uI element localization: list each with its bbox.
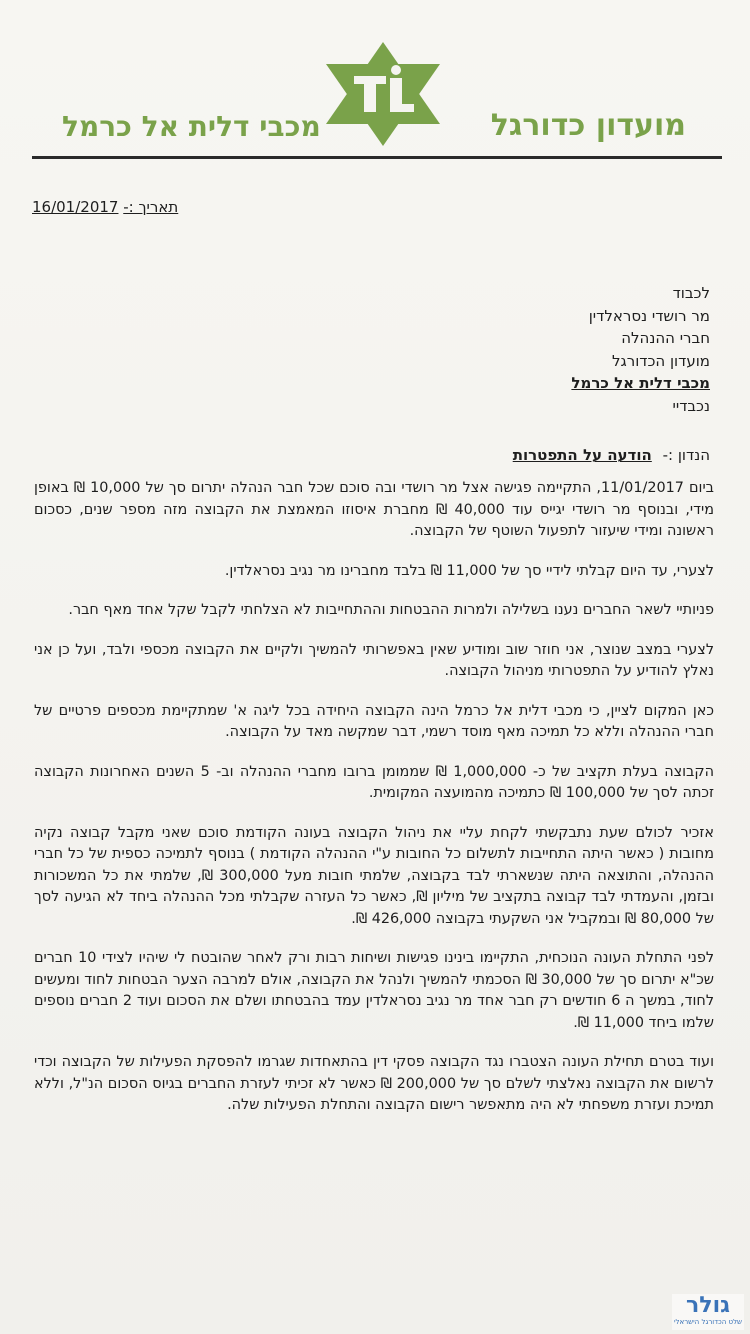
body-paragraph: הקבוצה בעלת תקציב של כ- 1,000,000 ₪ שממומן ברובו מחברי ההנהלה וב- 5 השנים האחרונות הקבוצה זכתה לסך של 100,000 ₪ כתמיכה מהמועצה המקומית. bbox=[34, 763, 714, 801]
addressee-closing: נכבדיי bbox=[672, 396, 710, 415]
subject-title: הודעה על התפטרות bbox=[512, 446, 652, 464]
body-paragraph: אזכיר לכולם שעת נתבקשתי לקחת עליי את ניהול הקבוצה בעונה הקודמת סוכם שאני מקבל קבוצה נקיה מחובות ( כאשר היתה התחייבות לתשלום כל החובות ע"י ההנהלה הקודמת ) בנוסף לתמיכה כספית של כל חברי ההנהלה, והתוצאה היתה שנשארתי לבד בקבוצה, שלמתי חובות מעל 300,000 ₪, שלמתי את כל המשכורות ובזמן, והעמדתי לבד קבוצה בתקציב של מיליון ₪, כאשר כל העזרה שקבלתי מכל ההנהלה ביחד לא הגיעה לסך של 80,000 ₪ ובמקביל אני השקעתי בקבוצה 426,000 ₪. bbox=[34, 824, 714, 927]
date-label: תאריך :- bbox=[123, 198, 179, 216]
subject-label: הנדון :- bbox=[662, 446, 710, 464]
date-value: 16/01/2017 bbox=[32, 198, 119, 216]
watermark-brand: גולר bbox=[686, 1293, 730, 1318]
letter-body bbox=[34, 478, 714, 1135]
body-paragraph: ועוד בטרם תחילת העונה הצטברו נגד הקבוצה פסקי דין בהתאחדות שגרמו להפסקת הפעילות של הקבוצה וכדי לרשום את הקבוצה נאלצתי לשלם סך של 200,000 ₪ כאשר לא זכיתי לעזרת החברים בגיוס הסכום הנ"ל, וללא תמיכת ועזרת משפחתי לא היה מתאפשר רישום הקבוצה והתחלת הפעילות שלה. bbox=[34, 1054, 714, 1113]
addressee-line: מועדון הכדורגל bbox=[612, 351, 710, 370]
addressee-line: מר רושדי נסראלדין bbox=[588, 306, 710, 325]
addressee-line: לכבוד bbox=[672, 284, 710, 302]
body-paragraph: כאן המקום לציין, כי מכבי דלית אל כרמל הינה הקבוצה היחידה בכל ליגה א' שמתקיימת מכספים פרטיים של חברי ההנהלה וללא כל תמיכה מאף מוסד רשמי, דבר שמקשה מאד על הקבוצה. bbox=[34, 702, 714, 740]
letterhead bbox=[0, 0, 750, 170]
body-paragraph: ביום 11/01/2017, התקיימה פגישה אצל מר רושדי ובה סוכם שכל חבר הנהלה יתרום סך של 10,000 ₪ באופן מידי, ובנוסף מר רושדי יגייס עוד 40,000 ₪ מחברת איסוזו המאמצת את הקבוצה מזה מספר שנים, כסכום ראשונה ומידי שיעזור לתפעול השוטף של הקבוצה. bbox=[34, 480, 714, 539]
club-name-right: מועדון כדורגל bbox=[490, 108, 686, 143]
letter-date bbox=[32, 198, 332, 216]
body-paragraph: פניותיי לשאר החברים נענו בשלילה ולמרות ההבטחות וההתחייבות לא הצלחתי לקבל שקל אחד מאף חבר. bbox=[68, 602, 714, 618]
subject-line bbox=[20, 446, 710, 464]
addressee-club: מכבי דלית אל כרמל bbox=[571, 374, 710, 392]
body-paragraph: לצערי, עד היום קבלתי לידיי סך של 11,000 ₪ בלבד מחברינו מר נגיב נסראלדין. bbox=[224, 562, 714, 579]
club-logo-star-icon bbox=[318, 38, 448, 150]
body-paragraph: לצערי במצב שנוצר, אני חוזר שוב ומודיע שאין באפשרותי להמשיך ולקיים את הקבוצה מכספי ולבד, ועל כן אני נאלץ להודיע על התפטרותי מניהול הקבוצה. bbox=[34, 641, 714, 679]
watermark-tagline: שלט הכדורגל הישראלי bbox=[673, 1318, 743, 1326]
header-divider bbox=[32, 156, 722, 159]
addressee-line: חברי ההנהלה bbox=[621, 329, 710, 347]
site-watermark bbox=[672, 1294, 744, 1330]
body-paragraph: לפני התחלת העונה הנוכחית, התקיימו בינינו פגישות ושיחות רבות ורק לאחר שהובטח לי שיהיו לצידי 10 חברים שכ"א יתרום סך של 30,000 ₪ הסכמתי להמשיך ולנהל את הקבוצה, אולם למרבה הצער הבטחות לחוד ומעשים לחוד, במשך ה 6 חודשים רק חבר אחד מר נגיב נסראלדין עמד בהבטחתו ושלם את הסכום ועוד 2 חברים נוספים שלמו ביחד 11,000 ₪. bbox=[34, 950, 714, 1031]
club-name-left: מכבי דלית אל כרמל bbox=[62, 110, 321, 143]
addressee-block bbox=[310, 282, 710, 417]
